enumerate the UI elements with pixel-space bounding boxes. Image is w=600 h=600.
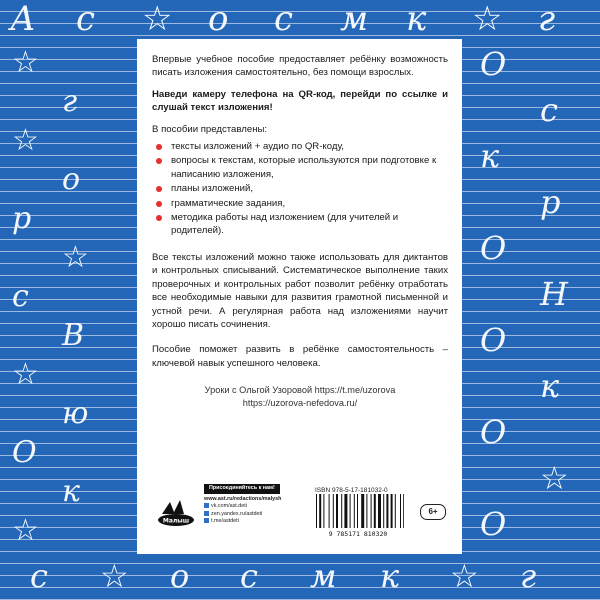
list-item: грамматические задания, — [152, 197, 448, 210]
body-paragraph: Все тексты изложений можно также использовать для диктантов и контрольных списываний. Систематическое выполнение таких проверочных и контрольных работ позволит ребёнку отработать все необходимые навыки для развития грамотной письменной и устной речи. А регулярная работа над изложениями научит хорошо писать сочинения. — [152, 251, 448, 330]
star-icon: ☆ — [12, 514, 39, 547]
star-icon: ☆ — [62, 241, 89, 274]
age-rating-badge: 6+ — [420, 504, 446, 520]
star-icon: ☆ — [450, 558, 479, 594]
star-icon: ☆ — [142, 0, 173, 38]
intro-paragraph: Впервые учебное пособие предоставляет ребёнку возможность писать изложения самостоятельно, без помощи взрослых. — [152, 54, 448, 79]
decor-letter: м — [340, 0, 369, 39]
decor-letter: с — [12, 279, 29, 314]
star-icon: ☆ — [540, 460, 569, 496]
decor-letter: о — [62, 162, 81, 197]
decor-letter: к — [380, 557, 400, 595]
tg-link[interactable]: t.me/astdeti — [211, 518, 239, 525]
decor-letter: р — [540, 183, 561, 221]
decor-letter: О — [480, 229, 507, 267]
decor-letter: с — [30, 557, 48, 595]
website-link[interactable]: https://uzorova-nefedova.ru/ — [242, 398, 358, 409]
zen-icon — [204, 511, 209, 516]
decor-letter: В — [62, 318, 85, 353]
publisher-logo-text: Малыш — [162, 517, 190, 525]
list-item: вопросы к текстам, которые используются при подготовке к написанию изложения, — [152, 154, 448, 181]
contents-list — [152, 140, 448, 238]
list-item: методика работы над изложением (для учителей и родителей). — [152, 211, 448, 238]
decor-letter: г — [538, 0, 556, 39]
qr-call-to-action: Наведи камеру телефона на QR-код, перейди по ссылке и слушай текст изложения! — [152, 88, 448, 114]
decor-letter: к — [62, 474, 80, 509]
decor-letter: О — [480, 45, 507, 83]
decor-letter: О — [480, 505, 507, 543]
decor-letter: о — [170, 557, 190, 595]
vk-icon — [204, 503, 209, 508]
decor-letter: с — [274, 0, 294, 39]
isbn-label: ISBN 978-5-17-181032-0 — [315, 487, 388, 494]
star-icon: ☆ — [12, 46, 39, 79]
decor-letter: О — [480, 413, 507, 451]
decor-letter: р — [12, 201, 32, 236]
closing-paragraph: Пособие поможет развить в ребёнке самостоятельность – ключевой навык успешного человека. — [152, 344, 448, 369]
decor-letter: Н — [540, 275, 568, 313]
social-block — [204, 484, 281, 526]
decor-letter: с — [76, 0, 96, 39]
decor-letter: О — [12, 435, 37, 470]
star-icon: ☆ — [100, 558, 129, 594]
list-item: планы изложений, — [152, 182, 448, 195]
barcode-digits: 9 785171 810320 — [328, 530, 388, 538]
decor-letter: с — [240, 557, 258, 595]
telegram-link[interactable]: Уроки с Ольгой Узоровой https://t.me/uzorova — [204, 385, 396, 396]
decor-letter: о — [208, 0, 229, 39]
star-icon: ☆ — [12, 358, 39, 391]
barcode — [312, 494, 404, 538]
links-block — [152, 384, 448, 410]
decor-letter: г — [520, 557, 537, 595]
decor-letter: О — [480, 321, 507, 359]
decor-letter: к — [406, 0, 427, 39]
publisher-logo — [156, 496, 196, 530]
star-icon: ☆ — [472, 0, 503, 38]
text-panel — [137, 39, 462, 554]
contents-heading: В пособии представлены: — [152, 123, 268, 135]
telegram-icon — [204, 518, 209, 523]
decor-letter: г — [62, 84, 78, 119]
site-link[interactable]: www.ast.ru/redactions/malysh — [204, 495, 282, 502]
decor-letter: ю — [62, 396, 89, 431]
decor-letter: с — [540, 91, 558, 129]
footer — [152, 482, 450, 544]
decor-letter: А — [10, 0, 36, 39]
vk-link[interactable]: vk.com/ast.deti — [211, 503, 247, 510]
zen-link[interactable]: zen.yandex.ru/astdeti — [211, 510, 263, 517]
decor-letter: м — [310, 557, 337, 595]
decor-letter: к — [540, 367, 560, 405]
decor-letter: к — [480, 137, 500, 175]
join-label: Присоединяйтесь к нам! — [204, 484, 280, 494]
list-item: тексты изложений + аудио по QR-коду, — [152, 140, 448, 153]
star-icon: ☆ — [12, 124, 39, 157]
